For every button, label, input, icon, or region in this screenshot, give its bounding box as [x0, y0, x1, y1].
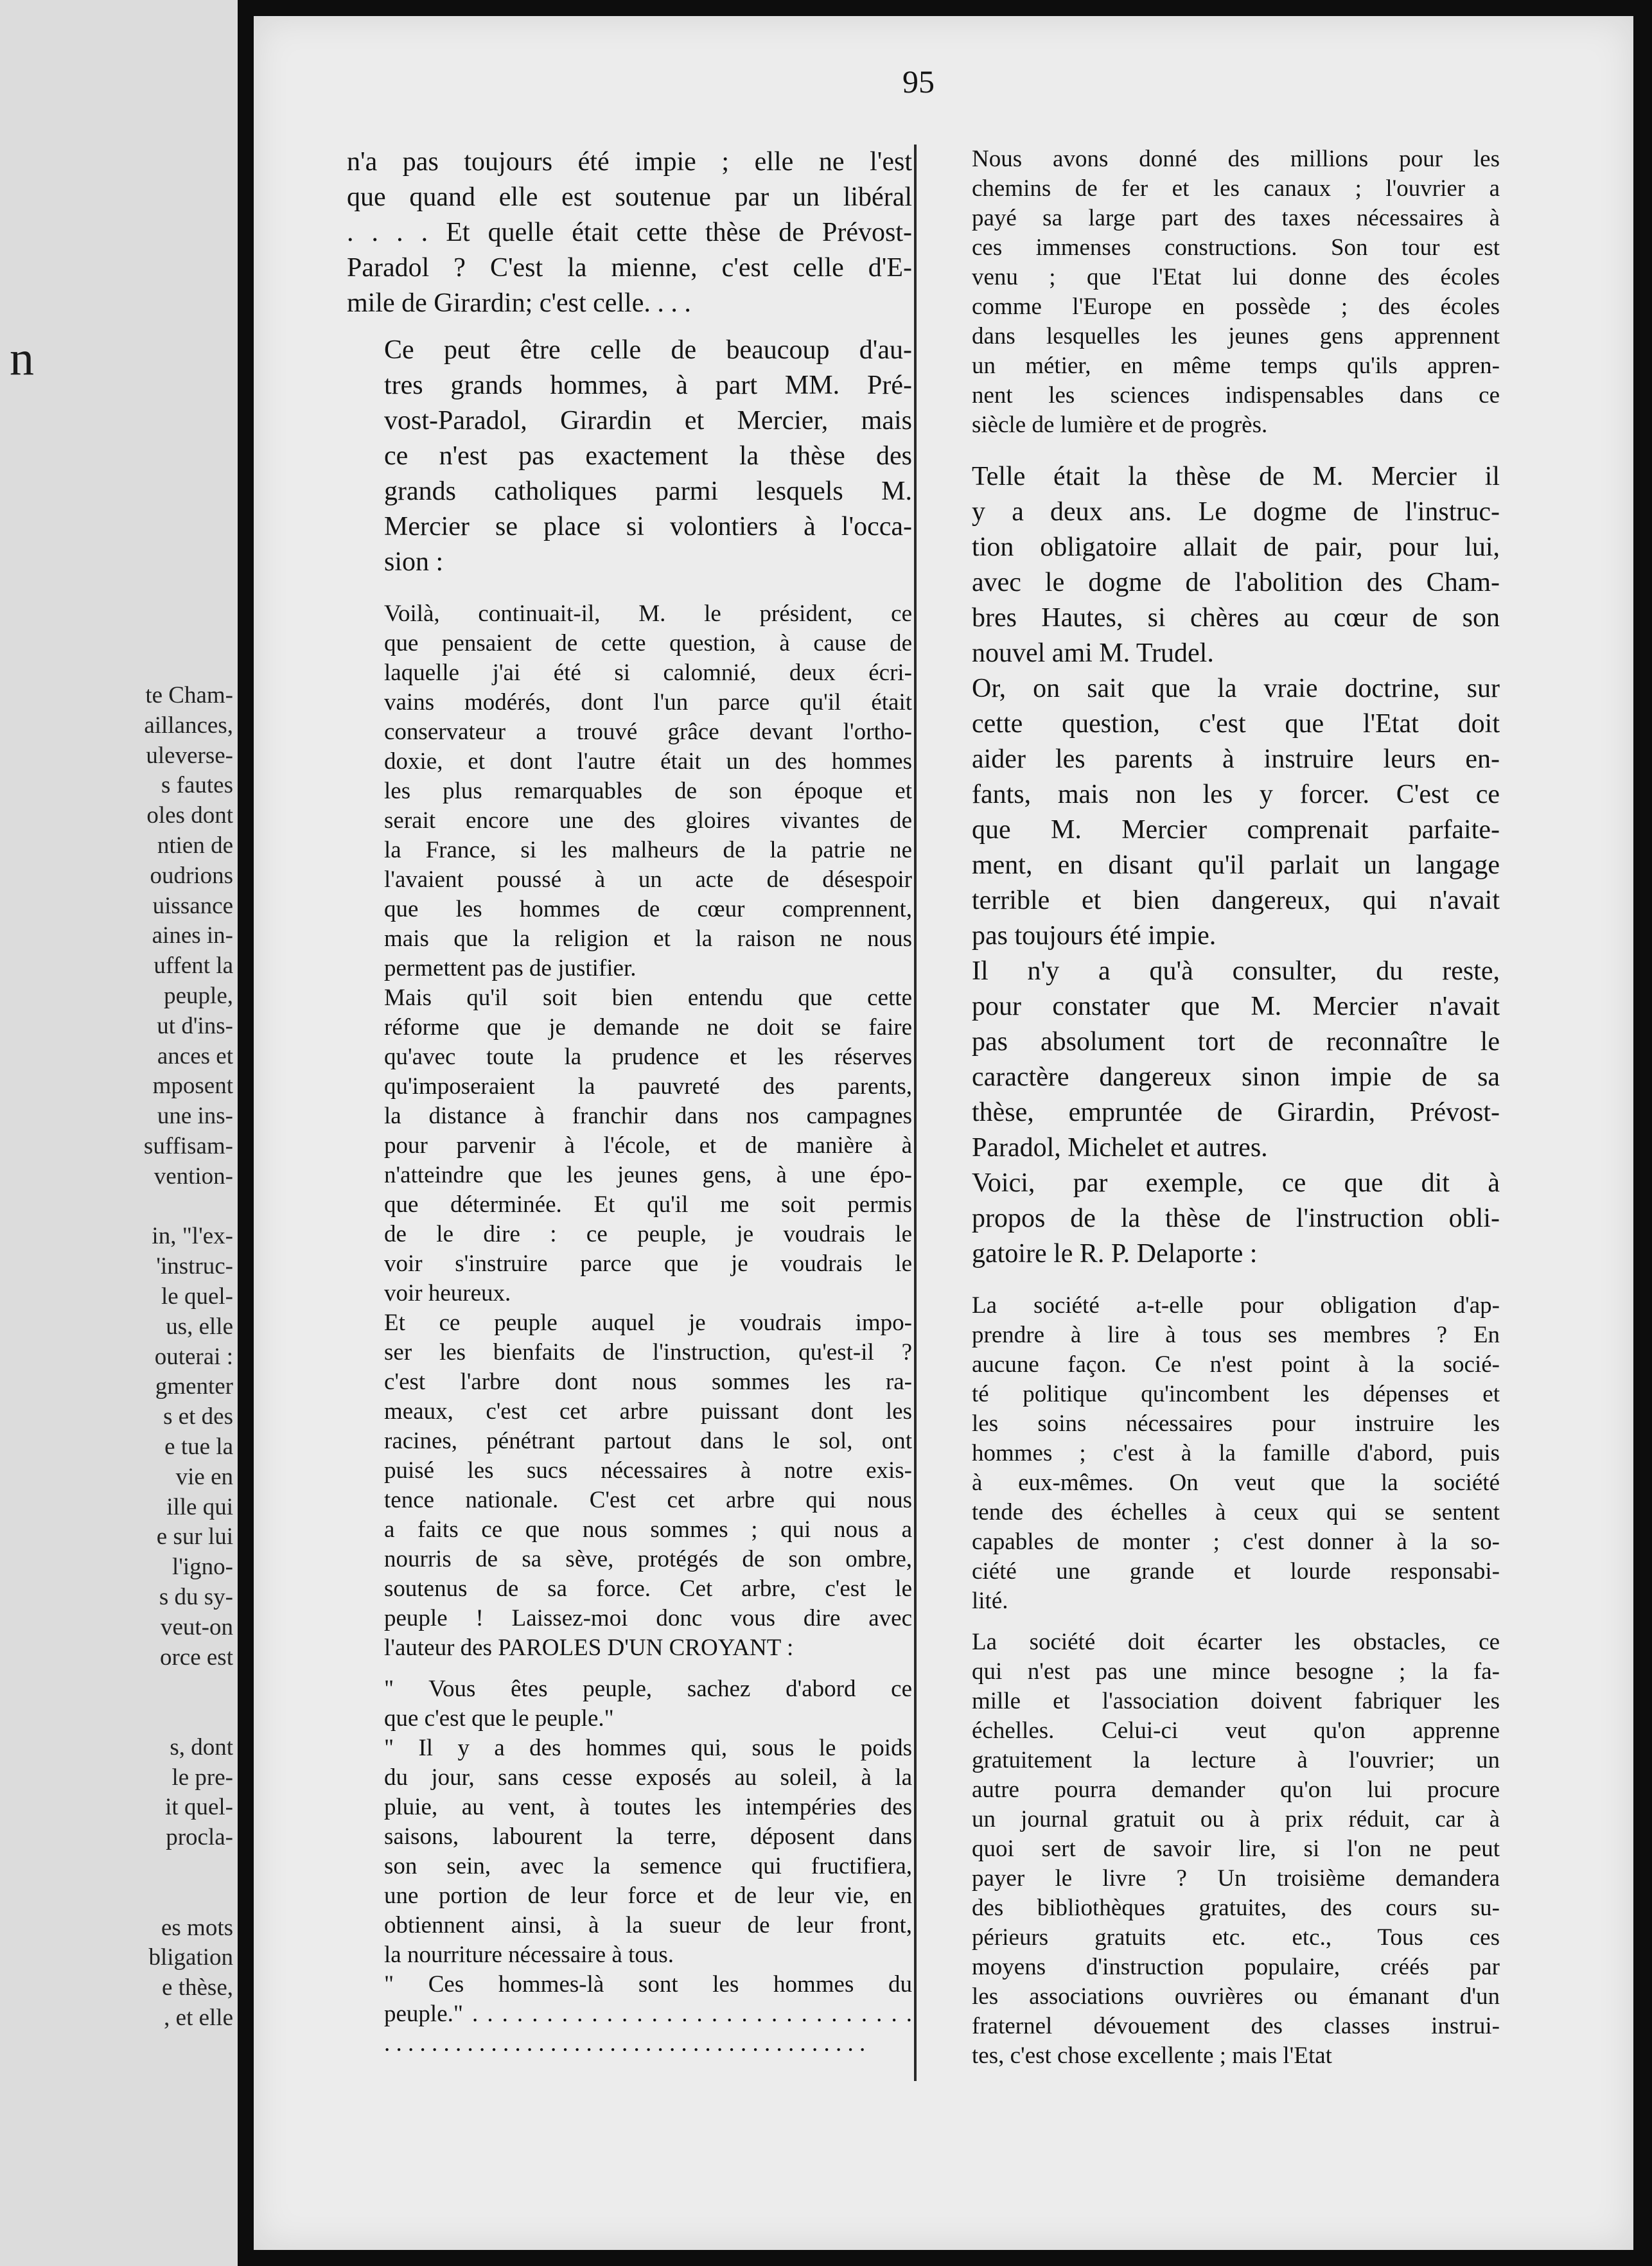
text-line: pluie, au vent, à toutes les intempéries des — [384, 1794, 912, 1820]
text-line: qu'avec toute la prudence et les réserves — [384, 1044, 912, 1070]
text-line: ment, en disant qu'il parlait un langage — [972, 850, 1500, 880]
fragment-line: le pre- — [171, 1764, 233, 1791]
text-line: gatoire le R. P. Delaporte : — [972, 1239, 1258, 1269]
quoted-paragraph — [935, 145, 1500, 440]
text-line: laquelle j'ai été si calomnié, deux écri- — [384, 660, 912, 686]
text-line: payé sa large part des taxes nécessaires à — [972, 205, 1500, 231]
text-line: son sein, avec la semence qui fructifiera, — [384, 1853, 912, 1879]
text-line: l'auteur des PAROLES D'UN CROYANT : — [384, 1635, 794, 1661]
text-line: quoi sert de savoir lire, si l'on ne peut — [972, 1836, 1500, 1862]
text-line: permettent pas de justifier. — [384, 955, 637, 981]
fragment-line: in, "l'ex- — [152, 1223, 233, 1250]
fragment-line — [5, 1673, 233, 1703]
fragment-line: oudrions — [150, 862, 233, 889]
text-line: caractère dangereux sinon impie de sa — [972, 1062, 1500, 1092]
text-line: Paradol ? C'est la mienne, c'est celle d'E- — [347, 253, 912, 283]
text-line: y a deux ans. Le dogme de l'instruc- — [972, 497, 1500, 527]
fragment-line: e sur lui — [156, 1524, 233, 1550]
text-line: nouvel ami M. Trudel. — [972, 638, 1214, 668]
text-line: ces immenses constructions. Son tour est — [972, 234, 1500, 261]
text-line: Mercier se place si volontiers à l'occa- — [384, 512, 912, 541]
text-line: serait encore une des gloires vivantes de — [384, 807, 912, 834]
fragment-line: ances et — [157, 1042, 233, 1069]
fragment-line: vention- — [154, 1163, 233, 1190]
text-line: échelles. Celui-ci veut qu'on apprenne — [972, 1717, 1500, 1744]
text-line: l'avaient poussé à un acte de désespoir — [384, 866, 912, 893]
text-line: . . . . . . . . . . . . . . . . . . . . . . . . . . . . . . . . . . . . . . . . . — [384, 2030, 866, 2057]
text-line: pas absolument tort de reconnaître le — [972, 1027, 1500, 1057]
right-column — [935, 145, 1500, 2071]
text-line: meaux, c'est cet arbre puissant dont les — [384, 1398, 912, 1425]
text-line: qui n'est pas une mince besogne ; la fa- — [972, 1658, 1500, 1685]
fragment-line: uissance — [152, 892, 233, 919]
text-line: nourris de sa sève, protégés de son ombre, — [384, 1546, 912, 1572]
text-line: Telle était la thèse de M. Mercier il — [972, 462, 1500, 491]
text-line: Voilà, continuait-il, M. le président, ce — [384, 601, 912, 627]
fragment-line: suffisam- — [143, 1132, 233, 1159]
column-divider — [914, 145, 917, 2081]
fragment-line: te Cham- — [145, 682, 233, 708]
text-line: capables de monter ; c'est donner à la so- — [972, 1529, 1500, 1555]
text-line: fants, mais non les y forcer. C'est ce — [972, 780, 1500, 809]
text-line: saisons, labourent la terre, déposent dans — [384, 1823, 912, 1850]
fragment-line: une ins- — [157, 1103, 233, 1130]
text-line: moyens d'instruction populaire, créés par — [972, 1954, 1500, 1980]
text-line: doxie, et dont l'autre était un des hommes — [384, 748, 912, 775]
fragment-line: , et elle — [164, 2005, 233, 2032]
fragment-line: es mots — [161, 1914, 233, 1941]
text-line: pour parvenir à l'école, et de manière à — [384, 1132, 912, 1159]
paragraph — [935, 671, 1500, 954]
text-line: . . . . Et quelle était cette thèse de Prévost- — [347, 218, 912, 247]
text-line: Voici, par exemple, ce que dit à — [972, 1168, 1500, 1198]
text-line: mais que la religion et la raison ne nous — [384, 926, 912, 952]
text-line: vains modérés, dont l'un parce qu'il était — [384, 689, 912, 716]
text-line: un journal gratuit ou à prix réduit, car à — [972, 1806, 1500, 1832]
text-line: les plus remarquables de son époque et — [384, 778, 912, 804]
text-line: aucune façon. Ce n'est point à la socié- — [972, 1351, 1500, 1378]
text-line: Ce peut être celle de beaucoup d'au- — [384, 335, 912, 365]
fragment-line: ntien de — [157, 832, 233, 859]
text-line: que pensaient de cette question, à cause de — [384, 630, 912, 656]
paragraph — [935, 954, 1500, 1166]
text-line: Mais qu'il soit bien entendu que cette — [384, 985, 912, 1011]
fragment-line: veut-on — [160, 1613, 233, 1640]
fragment-line — [5, 1703, 233, 1733]
text-line: aider les parents à instruire leurs en- — [972, 744, 1500, 774]
text-line: autre pourra demander qu'on lui procure — [972, 1777, 1500, 1803]
text-line: puisé les sucs nécessaires à notre exis- — [384, 1457, 912, 1484]
fragment-line: outerai : — [154, 1343, 233, 1370]
text-line: " Il y a des hommes qui, sous le poids — [384, 1735, 912, 1761]
text-line: dans lesquelles les jeunes gens apprennent — [972, 323, 1500, 349]
text-line: des bibliothèques gratuites, des cours su- — [972, 1895, 1500, 1921]
fragment-line: it quel- — [165, 1794, 233, 1821]
text-line: payer le livre ? Un troisième demandera — [972, 1865, 1500, 1892]
text-line: Il n'y a qu'à consulter, du reste, — [972, 956, 1500, 986]
text-line: avec le dogme de l'abolition des Cham- — [972, 568, 1500, 597]
fragment-line: mposent — [152, 1073, 233, 1100]
text-line: périeurs gratuits etc. etc., Tous ces — [972, 1924, 1500, 1951]
text-line: la France, si les malheurs de la patrie ne — [384, 837, 912, 863]
text-line: thèse, empruntée de Girardin, Prévost- — [972, 1098, 1500, 1127]
quoted-paragraph — [347, 1734, 912, 1970]
text-line: cette question, c'est que l'Etat doit — [972, 709, 1500, 739]
quoted-paragraph — [347, 1970, 912, 2059]
text-line: n'atteindre que les jeunes gens, à une épo- — [384, 1162, 912, 1188]
text-line: " Ces hommes-là sont les hommes du — [384, 1971, 912, 1998]
fragment-line: uffent la — [154, 953, 233, 979]
fragment-line: s et des — [163, 1403, 233, 1430]
text-line: une portion de leur force et de leur vie, en — [384, 1883, 912, 1909]
text-line: peuple." . . . . . . . . . . . . . . . . . . . . . . . . . . . . . . — [384, 2001, 912, 2027]
text-line: les associations ouvrières ou émanant d'un — [972, 1983, 1500, 2010]
text-line: obtiennent ainsi, à la sueur de leur front, — [384, 1912, 912, 1938]
text-line: prendre à lire à tous ses membres ? En — [972, 1322, 1500, 1348]
text-line: que les hommes de cœur comprennent, — [384, 896, 912, 922]
text-line: comme l'Europe en possède ; des écoles — [972, 294, 1500, 320]
fragment-line: us, elle — [166, 1313, 233, 1340]
fragment-line: s du sy- — [159, 1583, 233, 1610]
text-line: hommes ; c'est à la famille d'abord, puis — [972, 1440, 1500, 1466]
fragment-line: oles dont — [146, 802, 233, 829]
text-line: venu ; que l'Etat lui donne des écoles — [972, 264, 1500, 290]
text-line: tes, c'est chose excellente ; mais l'Etat — [972, 2042, 1332, 2069]
text-line: propos de la thèse de l'instruction obli- — [972, 1204, 1500, 1233]
fragment-line: procla- — [166, 1824, 233, 1851]
text-line: un métier, en même temps qu'ils appren- — [972, 353, 1500, 379]
text-line: sion : — [384, 547, 444, 577]
text-line: la nourriture nécessaire à tous. — [384, 1942, 674, 1968]
fragment-line — [5, 1883, 233, 1913]
text-line: tres grands hommes, à part MM. Pré- — [384, 371, 912, 400]
fragment-line: aines in- — [152, 922, 233, 949]
text-line: nent les sciences indispensables dans ce — [972, 382, 1500, 408]
fragment-line: orce est — [159, 1644, 233, 1671]
paragraph — [935, 1166, 1500, 1272]
fragment-line: l'igno- — [171, 1554, 233, 1581]
text-line: tion obligatoire allait de pair, pour lui, — [972, 532, 1500, 562]
text-line: tence nationale. C'est cet arbre qui nous — [384, 1487, 912, 1513]
text-line: que M. Mercier comprenait parfaite- — [972, 815, 1500, 845]
text-line: La société doit écarter les obstacles, ce — [972, 1629, 1500, 1655]
text-line: pour constater que M. Mercier n'avait — [972, 992, 1500, 1021]
text-line: tende des échelles à ceux qui se sentent — [972, 1499, 1500, 1525]
text-line: la distance à franchir dans nos campagnes — [384, 1103, 912, 1129]
paragraph — [347, 145, 912, 321]
text-line: les soins nécessaires pour instruire les — [972, 1410, 1500, 1437]
text-line: que quand elle est soutenue par un libéral — [347, 182, 912, 212]
text-line: terrible et bien dangereux, qui n'avait — [972, 886, 1500, 915]
text-line: mile de Girardin; c'est celle. . . . — [347, 288, 691, 318]
page-number: 95 — [902, 64, 935, 100]
text-line: voir s'instruire parce que je voudrais le — [384, 1251, 912, 1277]
text-line: c'est l'arbre dont nous sommes les ra- — [384, 1369, 912, 1395]
paragraph — [347, 333, 912, 580]
text-line: té politique qu'incombent les dépenses et — [972, 1381, 1500, 1407]
text-line: qu'imposeraient la pauvreté des parents, — [384, 1073, 912, 1100]
quoted-paragraph — [347, 599, 912, 983]
text-line: Paradol, Michelet et autres. — [972, 1133, 1268, 1163]
quoted-paragraph — [935, 1628, 1500, 2071]
text-line: ser les bienfaits de l'instruction, qu'est-il ? — [384, 1339, 912, 1366]
text-line: bres Hautes, si chères au cœur de son — [972, 603, 1500, 633]
text-line: réforme que je demande ne doit se faire — [384, 1014, 912, 1041]
text-line: pas toujours été impie. — [972, 921, 1217, 951]
quoted-paragraph — [347, 1308, 912, 1663]
fragment-line: peuple, — [164, 982, 233, 1009]
text-line: conservateur a trouvé grâce devant l'ortho- — [384, 719, 912, 745]
text-line: fraternel dévouement des classes instrui- — [972, 2013, 1500, 2039]
quoted-paragraph — [347, 1674, 912, 1734]
text-line: gratuitement la lecture à l'ouvrier; un — [972, 1747, 1500, 1773]
text-line: ce n'est pas exactement la thèse des — [384, 441, 912, 471]
fragment-line: ille qui — [166, 1493, 233, 1520]
fragment-line: e thèse, — [162, 1974, 233, 2001]
text-line: Or, on sait que la vraie doctrine, sur — [972, 674, 1500, 703]
fragment-line: s, dont — [170, 1734, 233, 1761]
paragraph — [935, 459, 1500, 671]
text-line: à eux-mêmes. On veut que la société — [972, 1470, 1500, 1496]
text-line: mille et l'association doivent fabriquer les — [972, 1688, 1500, 1714]
text-line: a faits ce que nous sommes ; qui nous a — [384, 1516, 912, 1543]
fragment-line: vie en — [175, 1463, 233, 1490]
text-line: ciété une grande et lourde responsabi- — [972, 1558, 1500, 1585]
text-line: que c'est que le peuple." — [384, 1705, 614, 1732]
fragment-line — [5, 1192, 233, 1222]
text-line: vost-Paradol, Girardin et Mercier, mais — [384, 406, 912, 435]
text-line: grands catholiques parmi lesquels M. — [384, 477, 912, 506]
fragment-line: gmenter — [155, 1373, 233, 1400]
previous-page-text-fragment — [5, 681, 233, 2033]
fragment-line: s fautes — [161, 772, 233, 799]
fragment-line: aillances, — [144, 712, 233, 739]
text-line: soutenus de sa force. Cet arbre, c'est le — [384, 1576, 912, 1602]
text-line: Nous avons donné des millions pour les — [972, 146, 1500, 172]
fragment-line — [5, 1853, 233, 1883]
text-line: racines, pénétrant partout dans le sol, ont — [384, 1428, 912, 1454]
text-line: Et ce peuple auquel je voudrais impo- — [384, 1310, 912, 1336]
previous-page-heading-fragment: n — [10, 331, 34, 385]
text-line: La société a-t-elle pour obligation d'ap- — [972, 1292, 1500, 1319]
fragment-line: bligation — [148, 1944, 233, 1971]
fragment-line: le quel- — [161, 1283, 233, 1310]
text-line: voir heureux. — [384, 1280, 511, 1306]
fragment-line: 'instruc- — [156, 1253, 233, 1280]
text-line: peuple ! Laissez-moi donc vous dire avec — [384, 1605, 912, 1631]
text-line: de le dire : ce peuple, je voudrais le — [384, 1221, 912, 1247]
text-line: chemins de fer et les canaux ; l'ouvrier a — [972, 175, 1500, 202]
previous-page-edge — [0, 0, 238, 2266]
fragment-line: uleverse- — [146, 742, 233, 769]
text-line: siècle de lumière et de progrès. — [972, 412, 1268, 438]
quoted-paragraph — [347, 983, 912, 1308]
text-line: lité. — [972, 1588, 1008, 1614]
fragment-line: e tue la — [164, 1433, 233, 1460]
quoted-paragraph — [935, 1291, 1500, 1616]
text-line: " Vous êtes peuple, sachez d'abord ce — [384, 1676, 912, 1702]
text-line: du jour, sans cesse exposés au soleil, à la — [384, 1764, 912, 1791]
text-line: que déterminée. Et qu'il me soit permis — [384, 1191, 912, 1218]
text-line: n'a pas toujours été impie ; elle ne l'est — [347, 147, 912, 177]
left-column — [347, 145, 912, 2059]
fragment-line: ut d'ins- — [157, 1012, 233, 1039]
